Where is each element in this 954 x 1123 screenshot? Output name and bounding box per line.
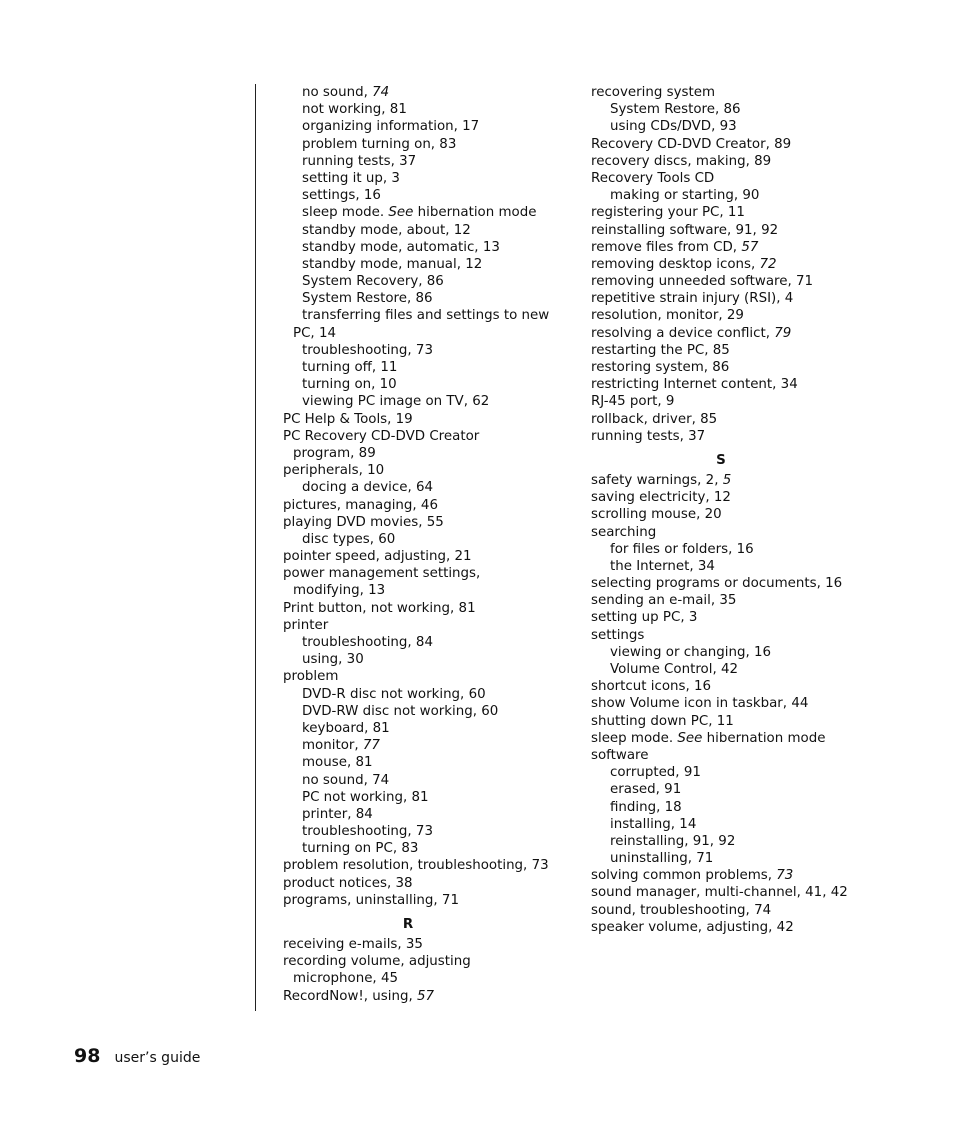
index-subentry (591, 558, 891, 575)
index-entry (283, 988, 573, 1005)
page-reference: 72 (759, 256, 777, 272)
entry-text: turning on PC, 83 (302, 841, 419, 857)
index-entry (591, 713, 891, 730)
index-subentry (283, 101, 573, 118)
entry-text: pictures, managing, 46 (283, 497, 438, 513)
index-entry (591, 884, 891, 901)
index-subentry (283, 136, 573, 153)
index-subentry (283, 118, 573, 135)
page-reference: 57 (741, 239, 759, 255)
index-subentry (591, 833, 891, 850)
index-entry (283, 445, 573, 462)
entry-text: removing desktop icons, (591, 256, 760, 272)
entry-text: pointer speed, adjusting, 21 (283, 549, 472, 565)
index-entry (283, 497, 573, 514)
index-subentry (591, 644, 891, 661)
entry-text: printer, 84 (302, 806, 373, 822)
index-entry (283, 970, 573, 987)
index-entry (591, 730, 891, 747)
entry-text: setting up PC, 3 (591, 610, 698, 626)
index-entry (591, 342, 891, 359)
index-entry (591, 678, 891, 695)
index-subentry (283, 703, 573, 720)
entry-text: turning on, 10 (302, 377, 397, 393)
entry-text: monitor, (302, 738, 363, 754)
index-entry (591, 153, 891, 170)
footer-label: user’s guide (114, 1050, 201, 1066)
index-entry (591, 867, 891, 884)
index-subentry (283, 273, 573, 290)
entry-text: installing, 14 (610, 816, 697, 832)
entry-text: transferring files and settings to new (302, 308, 550, 324)
entry-text: saving electricity, 12 (591, 490, 731, 506)
index-entry (591, 524, 891, 541)
entry-text: sound manager, multi-channel, 41, 42 (591, 885, 848, 901)
index-subentry (591, 764, 891, 781)
entry-text: shortcut icons, 16 (591, 679, 712, 695)
index-entry (591, 575, 891, 592)
index-subentry (591, 118, 891, 135)
index-subentry (591, 187, 891, 204)
entry-text: PC Help & Tools, 19 (283, 411, 413, 427)
entry-text: restoring system, 86 (591, 360, 730, 375)
entry-text: searching (591, 524, 657, 540)
index-subentry (283, 307, 573, 324)
entry-text: show Volume icon in taskbar, 44 (591, 696, 809, 712)
index-entry (591, 609, 891, 626)
entry-text: the Internet, 34 (610, 558, 715, 574)
entry-text: problem resolution, troubleshooting, 73 (283, 858, 549, 874)
entry-text: RJ-45 port, 9 (591, 394, 675, 410)
entry-text: docing a device, 64 (302, 480, 434, 496)
entry-text: restarting the PC, 85 (591, 342, 730, 358)
index-subentry (591, 101, 891, 118)
entry-text: problem (283, 669, 339, 685)
entry-text: PC not working, 81 (302, 789, 429, 805)
entry-text: erased, 91 (610, 782, 682, 798)
section-heading: R (402, 917, 414, 932)
entry-text: product notices, 38 (283, 875, 413, 891)
page-reference: 79 (774, 325, 792, 341)
entry-text: microphone, 45 (293, 971, 398, 987)
entry-text: turning off, 11 (302, 360, 398, 375)
entry-text: troubleshooting, 73 (302, 824, 433, 840)
index-entry (591, 627, 891, 644)
index-entry (591, 747, 891, 764)
entry-text: using CDs/DVD, 93 (610, 119, 737, 135)
index-entry (591, 919, 891, 936)
entry-text: RecordNow!, using, (283, 988, 417, 1004)
index-subentry (283, 256, 573, 273)
entry-text: DVD-RW disc not working, 60 (302, 703, 499, 719)
index-subentry (283, 376, 573, 393)
index-subentry (283, 840, 573, 857)
entry-text: setting it up, 3 (302, 170, 400, 186)
page-reference: 73 (776, 868, 794, 884)
index-subentry (283, 789, 573, 806)
index-entry (283, 953, 573, 970)
index-entry (591, 290, 891, 307)
entry-text: keyboard, 81 (302, 720, 390, 736)
page-reference: 57 (417, 988, 435, 1004)
entry-text: sending an e-mail, 35 (591, 593, 737, 609)
index-entry (283, 411, 573, 428)
index-subentry (591, 816, 891, 833)
index-subentry (283, 170, 573, 187)
entry-text: standby mode, automatic, 13 (302, 239, 500, 255)
entry-text: recovering system (591, 85, 716, 100)
entry-text: standby mode, manual, 12 (302, 256, 483, 272)
index-subentry (591, 661, 891, 678)
see-target: hibernation mode (702, 730, 826, 746)
index-entry (591, 136, 891, 153)
index-entry (283, 857, 573, 874)
index-entry (283, 936, 573, 953)
index-entry (283, 582, 573, 599)
entry-text: no sound, 74 (302, 772, 390, 788)
page-reference: 74 (372, 85, 390, 100)
entry-text: System Recovery, 86 (302, 274, 444, 290)
entry-text: System Restore, 86 (302, 291, 433, 307)
entry-text: PC, 14 (293, 325, 336, 341)
entry-text: software (591, 747, 649, 763)
index-entry (591, 170, 891, 187)
index-subentry (283, 531, 573, 548)
index-column-left (283, 84, 573, 1005)
entry-text: scrolling mouse, 20 (591, 507, 722, 523)
entry-text: printer (283, 617, 329, 633)
see-reference: See (388, 205, 414, 221)
index-entry (591, 472, 891, 489)
entry-text: running tests, 37 (591, 428, 706, 444)
entry-text: finding, 18 (610, 799, 682, 815)
index-column-right (591, 84, 891, 936)
index-subentry (283, 823, 573, 840)
index-subentry (283, 153, 573, 170)
entry-text: not working, 81 (302, 102, 407, 118)
index-subentry (283, 754, 573, 771)
entry-text: mouse, 81 (302, 755, 373, 771)
index-subentry (283, 204, 573, 221)
entry-text: Print button, not working, 81 (283, 600, 476, 616)
index-entry (283, 462, 573, 479)
entry-text: corrupted, 91 (610, 765, 701, 781)
entry-text: reinstalling, 91, 92 (610, 833, 736, 849)
index-entry (283, 892, 573, 909)
entry-text: disc types, 60 (302, 531, 396, 547)
index-entry (591, 592, 891, 609)
index-subentry (283, 342, 573, 359)
index-subentry (283, 720, 573, 737)
entry-text: System Restore, 86 (610, 102, 741, 118)
entry-text: remove files from CD, (591, 239, 742, 255)
entry-text: shutting down PC, 11 (591, 713, 734, 729)
entry-text: uninstalling, 71 (610, 851, 714, 867)
index-subentry (283, 84, 573, 101)
entry-text: Recovery CD-DVD Creator, 89 (591, 136, 792, 152)
index-entry (283, 600, 573, 617)
entry-text: receiving e-mails, 35 (283, 937, 423, 952)
index-subentry (591, 799, 891, 816)
index-entry (591, 359, 891, 376)
page-number: 98 (74, 1045, 101, 1067)
index-subentry (283, 686, 573, 703)
entry-text: sound, troubleshooting, 74 (591, 902, 772, 918)
entry-text: resolution, monitor, 29 (591, 308, 744, 324)
index-entry (591, 428, 891, 445)
entry-text: settings (591, 627, 645, 643)
index-subentry (591, 781, 891, 798)
index-entry (283, 548, 573, 565)
entry-text: modifying, 13 (293, 583, 386, 599)
entry-text: recording volume, adjusting (283, 954, 471, 970)
index-entry (283, 565, 573, 582)
index-subentry (283, 187, 573, 204)
entry-text: DVD-R disc not working, 60 (302, 686, 486, 702)
entry-text: programs, uninstalling, 71 (283, 892, 459, 908)
index-subentry (591, 850, 891, 867)
entry-text: making or starting, 90 (610, 188, 760, 204)
section-heading: S (716, 452, 726, 468)
entry-text: for files or folders, 16 (610, 541, 754, 557)
index-subentry (283, 479, 573, 496)
index-entry (283, 875, 573, 892)
entry-text: rollback, driver, 85 (591, 411, 718, 427)
index-subentry (283, 393, 573, 410)
index-subentry (283, 222, 573, 239)
index-entry (591, 411, 891, 428)
entry-text: selecting programs or documents, 16 (591, 576, 843, 592)
index-entry (283, 514, 573, 531)
entry-text: settings, 16 (302, 188, 381, 204)
entry-text: peripherals, 10 (283, 463, 385, 479)
see-target: hibernation mode (413, 205, 537, 221)
entry-text: troubleshooting, 84 (302, 635, 433, 650)
entry-text: recovery discs, making, 89 (591, 153, 772, 169)
see-reference: See (677, 730, 703, 746)
entry-text: sleep mode. (302, 205, 389, 221)
index-entry (591, 902, 891, 919)
entry-text: repetitive strain injury (RSI), 4 (591, 291, 794, 307)
index-subentry (283, 290, 573, 307)
entry-text: speaker volume, adjusting, 42 (591, 919, 794, 935)
index-entry (283, 428, 573, 445)
index-subentry (283, 239, 573, 256)
entry-text: standby mode, about, 12 (302, 222, 471, 238)
column-divider-rule (255, 84, 256, 1011)
entry-text: viewing PC image on TV, 62 (302, 394, 490, 410)
entry-text: using, 30 (302, 652, 364, 668)
entry-text: no sound, (302, 85, 373, 100)
entry-text: Volume Control, 42 (610, 662, 739, 677)
index-entry (591, 695, 891, 712)
index-entry (591, 506, 891, 523)
index-entry (283, 668, 573, 685)
entry-text: safety warnings, 2, (591, 472, 723, 488)
index-subentry (283, 772, 573, 789)
entry-text: restricting Internet content, 34 (591, 377, 798, 393)
index-entry (591, 273, 891, 290)
index-entry (591, 393, 891, 410)
entry-text: sleep mode. (591, 730, 678, 746)
index-entry (591, 256, 891, 273)
index-subentry (283, 806, 573, 823)
entry-text: running tests, 37 (302, 153, 417, 169)
page-reference: 5 (722, 472, 732, 488)
page-footer (74, 1043, 200, 1069)
index-subentry (591, 541, 891, 558)
entry-text: registering your PC, 11 (591, 205, 745, 221)
index-entry (591, 307, 891, 324)
index-entry (591, 204, 891, 221)
index-subentry (283, 634, 573, 651)
entry-text: organizing information, 17 (302, 119, 480, 135)
entry-text: solving common problems, (591, 868, 777, 884)
index-entry (591, 84, 891, 101)
entry-text: playing DVD movies, 55 (283, 514, 444, 530)
index-entry (283, 617, 573, 634)
index-subentry (283, 359, 573, 376)
index-entry (591, 222, 891, 239)
entry-text: PC Recovery CD-DVD Creator (283, 428, 480, 444)
entry-text: program, 89 (293, 445, 376, 461)
index-entry (591, 489, 891, 506)
entry-text: removing unneeded software, 71 (591, 274, 814, 290)
index-subentry (283, 651, 573, 668)
index-entry (591, 239, 891, 256)
entry-text: troubleshooting, 73 (302, 342, 433, 358)
entry-text: viewing or changing, 16 (610, 644, 772, 660)
entry-text: problem turning on, 83 (302, 136, 457, 152)
entry-text: resolving a device conflict, (591, 325, 775, 341)
page-reference: 77 (362, 738, 380, 754)
entry-text: reinstalling software, 91, 92 (591, 222, 779, 238)
index-entry (591, 325, 891, 342)
entry-text: power management settings, (283, 566, 481, 582)
entry-text: Recovery Tools CD (591, 170, 715, 186)
index-entry (591, 376, 891, 393)
index-subentry (283, 737, 573, 754)
index-subentry (283, 325, 573, 342)
